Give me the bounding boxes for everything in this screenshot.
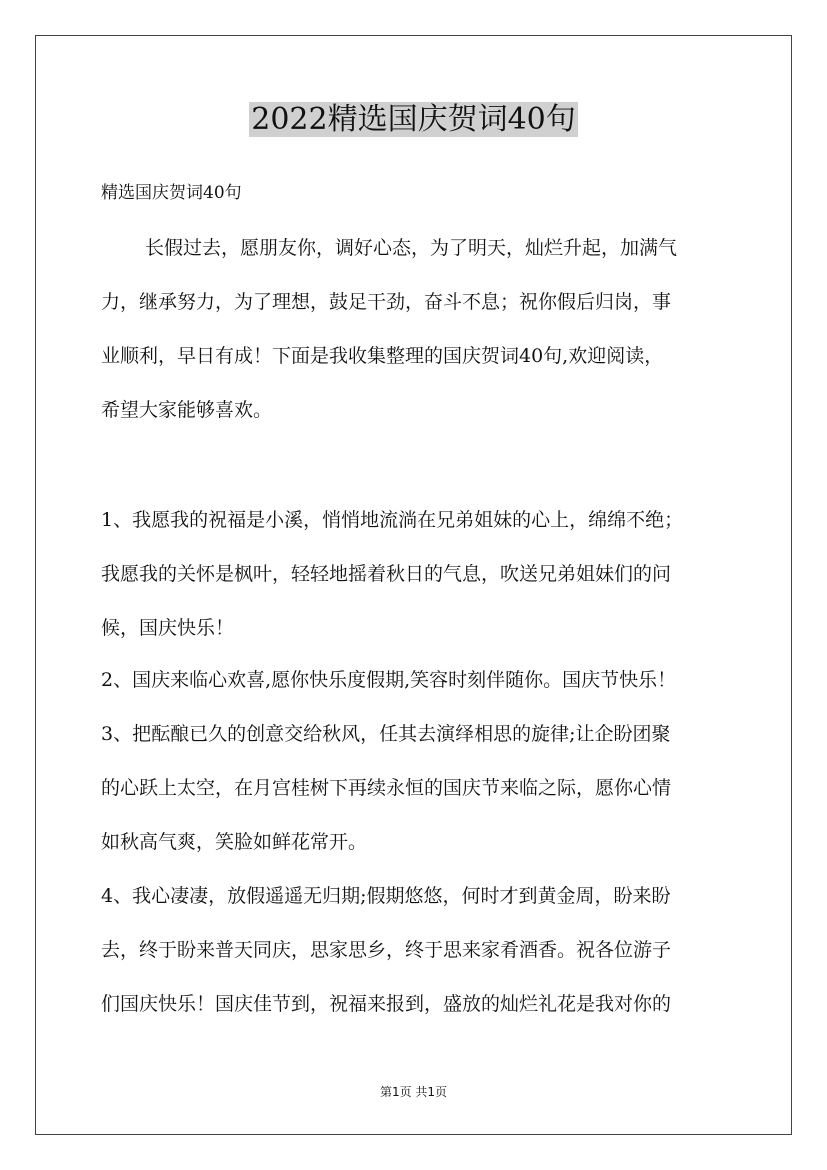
paragraph-line: 业顺利，早日有成！下面是我收集整理的国庆贺词40句,欢迎阅读， — [101, 345, 664, 367]
document-title-text: 2022精选国庆贺词40句 — [251, 102, 576, 137]
paragraph-line: 1、我愿我的祝福是小溪，悄悄地流淌在兄弟姐妹的心上，绵绵不绝； — [101, 509, 684, 531]
paragraph-line: 的心跃上太空，在月宫桂树下再续永恒的国庆节来临之际，愿你心情 — [101, 777, 672, 799]
document-subtitle: 精选国庆贺词40句 — [101, 183, 242, 203]
paragraph-line: 长假过去，愿朋友你，调好心态，为了明天，灿烂升起，加满气 — [145, 237, 678, 259]
paragraph-line: 4、我心凄凄，放假遥遥无归期;假期悠悠，何时才到黄金周，盼来盼 — [101, 885, 671, 907]
paragraph-line: 力，继承努力，为了理想，鼓足干劲，奋斗不息；祝你假后归岗，事 — [101, 291, 672, 313]
paragraph-line: 如秋高气爽，笑脸如鲜花常开。 — [101, 831, 368, 853]
paragraph-line: 们国庆快乐！国庆佳节到，祝福来报到，盛放的灿烂礼花是我对你的 — [101, 993, 672, 1015]
paragraph-line: 去，终于盼来普天同庆，思家思乡，终于思来家肴酒香。祝各位游子 — [101, 939, 672, 961]
paragraph-line: 希望大家能够喜欢。 — [101, 399, 273, 421]
page-footer: 第1页 共1页 — [379, 1085, 448, 1099]
paragraph-line: 2、国庆来临心欢喜,愿你快乐度假期,笑容时刻伴随你。国庆节快乐！ — [101, 669, 677, 691]
paragraph-line: 我愿我的关怀是枫叶，轻轻地摇着秋日的气息，吹送兄弟姐妹们的问 — [101, 563, 672, 585]
paragraph-line: 3、把酝酿已久的创意交给秋风，任其去演绎相思的旋律;让企盼团聚 — [101, 723, 671, 745]
document-title — [0, 100, 827, 140]
paragraph-line: 候，国庆快乐！ — [101, 617, 235, 639]
